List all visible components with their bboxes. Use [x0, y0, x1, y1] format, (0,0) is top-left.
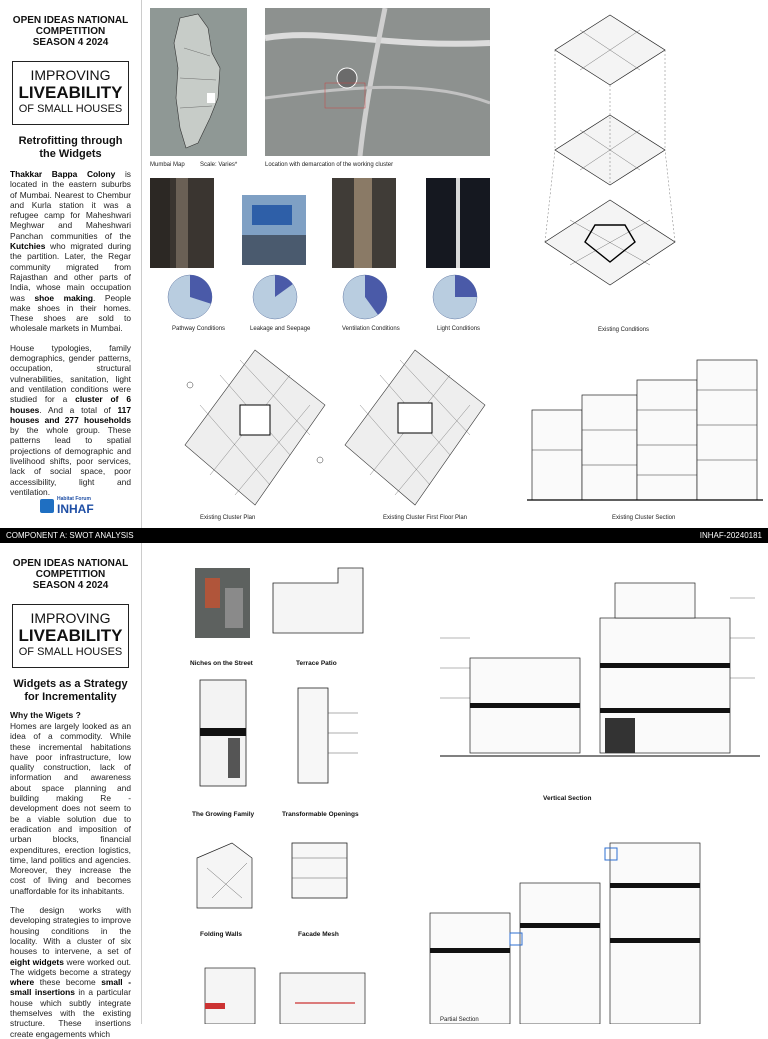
- widget-label-folding: Folding Walls: [200, 931, 243, 938]
- subtitle: Retrofitting through the Widgets: [18, 135, 123, 160]
- widget-label-growing: The Growing Family: [192, 811, 255, 818]
- caption-cluster-first-floor: Existing Cluster First Floor Plan: [383, 515, 468, 521]
- existing-cluster-plan: [180, 345, 330, 510]
- title-box: [12, 61, 129, 125]
- caption-ventilation: Ventilation Conditions: [342, 326, 400, 332]
- existing-cluster-section: [527, 350, 763, 505]
- caption-location: Location with demarcation of the working cluster: [265, 162, 394, 168]
- widget-niches-image: [195, 568, 250, 638]
- existing-cluster-first-floor-plan: [340, 345, 490, 510]
- why-widgets-heading: Why the Wigets ?: [10, 710, 81, 720]
- widget-label-terrace: Terrace Patio: [296, 660, 337, 667]
- component-bar: [0, 528, 768, 543]
- widget-growing-family-drawing: [198, 678, 248, 788]
- caption-partial-section: Partial Section: [440, 1017, 479, 1023]
- caption-cluster-section: Existing Cluster Section: [612, 515, 676, 521]
- competition-heading: OPEN IDEAS NATIONAL COMPETITION SEASON 4 2024: [12, 15, 129, 48]
- exploded-axonometric: [540, 10, 680, 320]
- widget-label-openings: Transformable Openings: [282, 811, 359, 818]
- pie-slice-3: [455, 275, 477, 297]
- caption-vertical-section: Vertical Section: [543, 795, 592, 802]
- sidebar-1: [0, 0, 142, 528]
- design-paragraph: The design works with developing strategies to improve housing conditions in the locality. With a cluster of six houses to intervene, a set of eight widgets were worked out. The widgets become a strategy where these become small - small insertions in a particular house which subtly integrate themselves with the existing structure. These insertions create engagements which: [10, 905, 131, 1039]
- photo-ventilation: [332, 178, 396, 268]
- photo-leakage: [242, 195, 306, 265]
- intro-paragraph: Thakkar Bappa Colony is located in the eastern suburbs of Mumbai. Nearest to Chembur and Kurla station it was a refugee camp for Maheshwari Meghwar and Maheshwari Panchan communities of the Kutchies who migrated during the partition. Later, the Regar community migrated from Rajasthan and other parts of India, whose main occupation was shoe making. People make shoes in their homes. These shoes are sold to wholesale markets in Mumbai.: [10, 169, 131, 334]
- widget-8-drawing: [275, 963, 370, 1024]
- widget-label-facade: Facade Mesh: [298, 931, 339, 938]
- caption-cluster-plan: Existing Cluster Plan: [200, 515, 256, 521]
- caption-scale: Scale: Varies*: [200, 162, 238, 168]
- partial-section-drawing: [410, 823, 765, 1024]
- widget-terrace-drawing: [268, 563, 368, 638]
- entry-id: INHAF-20240181: [699, 531, 762, 540]
- component-label: COMPONENT A: SWOT ANALYSIS: [6, 531, 134, 540]
- panel-sheet-2: [0, 543, 768, 1039]
- title-line-1: IMPROVING: [30, 67, 111, 83]
- study-paragraph: House typologies, family demographics, gender patterns, occupation, structural vulnerabilities, sanitation, light and ventilation conditions were studied for a cluster of 6 houses. And a total of 117 houses and 277 households by the whole group. These patterns lead to spatial projections of demographic and livelihood shifts, poor services, lack of social space, poor accessibility, light and ventilation.: [10, 342, 131, 497]
- mumbai-map: [150, 8, 247, 156]
- title-box-2: IMPROVING LIVEABILITY OF SMALL HOUSES: [12, 604, 129, 668]
- logo-mark-icon: [40, 499, 54, 513]
- vertical-section-drawing: [440, 578, 760, 778]
- caption-leakage: Leakage and Seepage: [250, 326, 311, 332]
- widget-facade-mesh-drawing: [272, 828, 367, 908]
- why-paragraph: Homes are largely looked as an idea of a commodity. While these incremental habitations have poor infrastructure, low quality construction, lack of information and awareness about space planning and building making Re - development does not seem to be a viable solution due to eradication and imposition of urban blocks, financial expenditures, erection logistics, time, land politics and agencies. Moreover, they increase the cost of living and becomes unaffordable for its inhabitants.: [10, 721, 131, 896]
- caption-light: Light Conditions: [437, 326, 481, 332]
- widget-openings-drawing: [288, 683, 363, 788]
- caption-pathway: Pathway Conditions: [172, 326, 226, 332]
- inhaf-logo: Habitat Forum INHAF: [40, 496, 94, 516]
- photo-pathway: [150, 178, 214, 268]
- photo-light: [426, 178, 490, 268]
- pie-charts: [150, 272, 500, 322]
- location-aerial-map: [265, 8, 490, 156]
- caption-existing-conditions: Existing Conditions: [598, 327, 650, 333]
- title-line-2: LIVEABILITY: [18, 83, 123, 102]
- widget-7-drawing: [195, 963, 265, 1024]
- competition-heading-2: OPEN IDEAS NATIONAL COMPETITION SEASON 4 2024: [12, 558, 129, 591]
- title-line-3: OF SMALL HOUSES: [18, 103, 123, 115]
- subtitle-2: Widgets as a Strategy for Incrementality: [13, 678, 128, 703]
- widget-folding-walls-drawing: [192, 838, 257, 913]
- caption-mumbai-map: Mumbai Map: [150, 162, 185, 168]
- sidebar-2: [0, 543, 142, 1039]
- widget-label-niches: Niches on the Street: [190, 660, 253, 667]
